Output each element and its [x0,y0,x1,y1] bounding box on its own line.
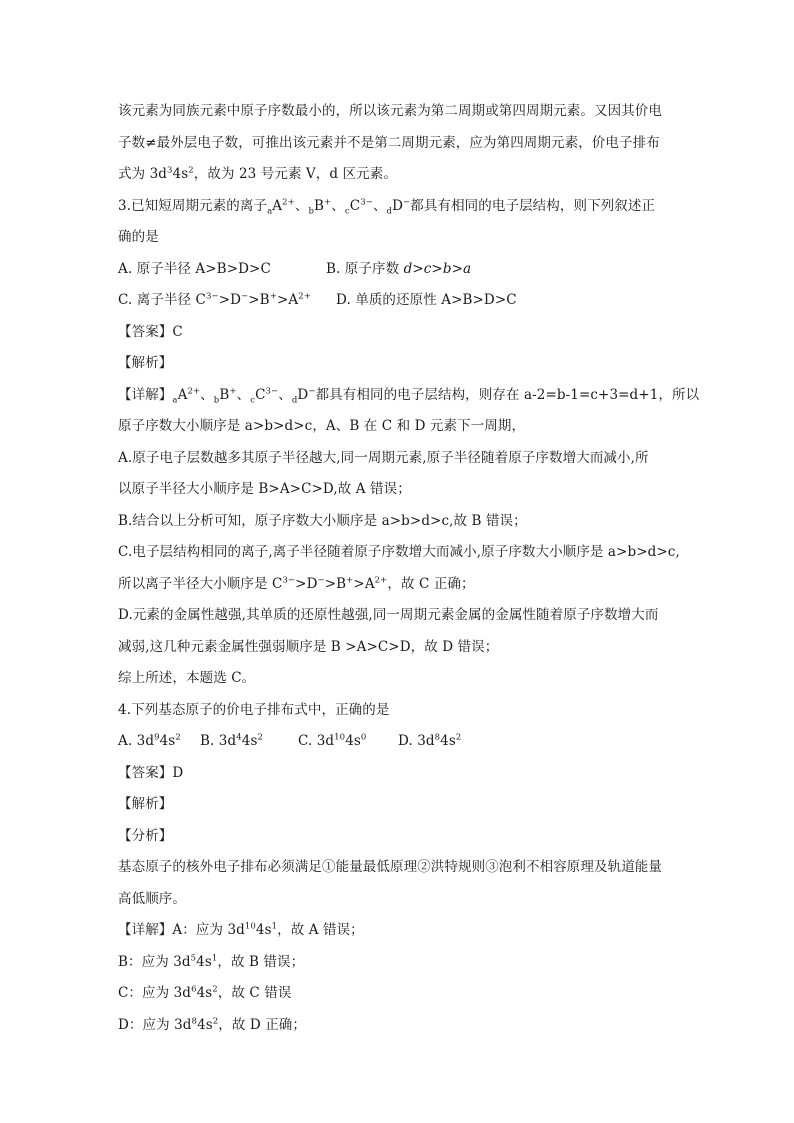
option-d [398,726,461,758]
text-span: 【解析】 [118,796,173,812]
text-span: 都具有相同的电子层结构，则下列叙述正 [410,197,656,214]
answer-label [118,317,678,349]
text-span: 原子序数大小顺序是 a>b>d>c，A、B 在 C 和 D 元素下一周期， [118,418,526,434]
text-span: B [219,386,230,403]
superscript: + [324,197,332,207]
question-4-stem [118,695,678,727]
text-span: C [349,197,361,214]
text-span: 4s [345,733,361,749]
superscript: − [317,575,325,585]
text-line [118,474,678,506]
text-span: A [177,386,188,403]
text-span: 【解析】 [118,355,173,371]
subscript: c [344,206,350,217]
text-span: A. 3d [118,733,155,749]
subscript: d [291,395,298,406]
text-span: >A [276,292,299,308]
text-span: 综上所述，本题选 C。 [118,670,256,686]
text-span: 减弱,这几种元素金属性强弱顺序是 B >A>C>D，故 D 错误； [118,638,499,655]
text-span: A [272,197,283,214]
text-span: B.结合以上分析可知，原子序数大小顺序是 a>b>d>c,故 B 错误； [118,512,527,529]
subscript: a [267,206,273,217]
text-span: ，故 C 错误 [217,985,292,1001]
text-span: 4s [440,733,456,749]
superscript: 2 [455,732,462,743]
text-span: B. 原子序数 [326,260,404,277]
superscript: 2 [188,165,194,176]
superscript: 10 [244,921,256,932]
text-line [118,852,678,884]
text-span: ，故为 23 号元素 V，d 区元素。 [193,166,397,182]
text-span: C. 离子半径 C [118,292,206,308]
text-span: 【答案】D [118,764,184,781]
text-span: 该元素为同族元素中原子序数最小的，所以该元素为第二周期或第四周期元素。又因其价电 [118,103,662,119]
superscript: 2+ [282,197,295,207]
text-span: 4.下列基态原子的价电子排布式中，正确的是 [118,701,390,718]
text-span: B. 3d [200,733,237,749]
text-span: 确的是 [118,229,159,245]
option-row [118,726,678,758]
subscript: c [250,395,256,406]
text-line [118,443,678,475]
superscript: 8 [434,732,441,743]
text-span: 4s [241,733,258,749]
text-span: D [297,386,309,403]
superscript: 1 [271,921,278,932]
text-span: ，故 C 正确； [387,575,475,592]
analysis-label [118,348,678,380]
text-span: 4s [196,953,212,970]
text-span: D.元素的金属性越强,其单质的还原性越强,同一周期元素金属的金属性随着原子序数增大而 [118,607,659,623]
superscript: 2 [212,984,218,995]
text-line [118,1010,678,1042]
text-line [118,96,678,128]
text-line [118,884,678,916]
text-span: 、 [372,197,387,214]
text-span: C.电子层结构相同的离子,离子半径随着原子序数增大而减小,原子序数大小顺序是 a>b>d>c, [118,544,680,560]
text-span: d>c>b>a [403,260,472,277]
subscript: d [386,206,393,217]
text-line [118,600,678,632]
text-span: 子数≠最外层电子数，可推出该元素并不是第二周期元素，应为第四周期元素，价电子排布 [118,134,660,151]
subscript: b [308,206,315,217]
text-line [118,128,678,160]
text-span: A.原子电子层数越多其原子半径越大,同一周期元素,原子半径随着原子序数增大而减小,所 [118,449,649,466]
superscript: 9 [154,732,160,743]
text-line [118,159,678,191]
superscript: + [229,386,237,396]
superscript: 2+ [374,575,388,585]
text-span: 【详解】 [118,386,173,403]
superscript: 2+ [187,386,201,396]
text-line [118,663,678,695]
text-span: >D [218,292,242,308]
superscript: 2 [212,1016,219,1026]
text-line [118,222,678,254]
text-span: >B [324,575,347,592]
text-line [118,537,678,569]
text-span: 3.已知短周期元素的离子 [118,197,268,214]
text-span: 【分析】 [118,827,173,844]
text-line [118,569,678,601]
text-line [118,632,678,664]
subscript: a [172,395,178,406]
text-span: 所以离子半径大小顺序是 C [118,575,283,592]
superscript: 3− [282,575,296,585]
option-a [118,726,200,758]
superscript: 10 [334,732,346,743]
superscript: 2 [175,732,181,743]
text-span: 、 [294,197,309,214]
superscript: 6 [191,984,197,995]
text-span: 式为 3d [118,166,168,182]
text-span: ，故 A 错误； [277,922,364,938]
superscript: − [241,291,249,302]
text-span: 【答案】C [118,323,183,340]
text-span: 4s [172,166,189,182]
text-span: ，故 D 正确； [218,1016,307,1033]
text-span: D [392,197,404,214]
superscript: 3 [167,165,173,176]
option-b [326,254,471,286]
superscript: 5 [190,953,197,963]
text-line [118,506,678,538]
text-span: >B [248,292,270,308]
text-line [118,978,678,1010]
text-span: >D [295,575,318,592]
text-span: 4s [255,922,272,938]
text-span: C. 3d [298,733,335,749]
superscript: 8 [191,1016,198,1026]
text-span: C [255,386,266,403]
text-line [118,947,678,979]
analysis-label [118,789,678,821]
text-span: 4s [159,733,176,749]
text-line [118,411,678,443]
superscript: + [346,575,354,585]
superscript: − [403,197,411,207]
option-c [118,285,336,317]
superscript: 2 [257,732,263,743]
subscript: b [213,395,220,406]
option-d: D. 单质的还原性 A>B>D>C [336,292,517,308]
option-a: A. 原子半径 A>B>D>C [118,260,271,277]
question-3-stem [118,191,678,223]
text-span: 、 [278,386,292,403]
text-line [118,380,700,412]
option-c [298,726,398,758]
text-span: 以原子半径大小顺序是 B>A>C>D,故 A 错误； [118,481,411,497]
text-span: 、 [200,386,214,403]
option-b [200,726,298,758]
superscript: 3− [360,197,373,207]
superscript: + [269,291,277,302]
option-row [118,285,678,317]
superscript: 3− [265,386,279,396]
text-span: ，故 B 错误； [217,953,305,970]
superscript: 1 [211,953,218,963]
text-line [118,915,678,947]
superscript: 0 [360,732,367,743]
document-page [118,96,700,1041]
superscript: 3− [205,291,219,302]
text-span: 、 [236,386,251,403]
text-span: 4s [196,985,213,1001]
text-span: C：应为 3d [118,985,192,1001]
superscript: 4 [236,732,242,743]
text-span: B：应为 3d [118,953,191,970]
text-span: 、 [331,197,345,214]
text-span: D. 3d [398,733,435,749]
analysis-subhead [118,821,678,853]
answer-label [118,758,678,790]
text-span: 4s [197,1016,213,1033]
option-row [118,254,678,286]
superscript: − [308,386,316,396]
text-span: D：应为 3d [118,1016,192,1033]
superscript: 2+ [298,291,311,302]
text-span: 高低顺序。 [118,890,186,907]
text-span: 基态原子的核外电子排布必须满足①能量最低原理②洪特规则③泡利不相容原理及轨道能量 [118,859,662,875]
text-span: B [314,197,325,214]
text-span: 【详解】A：应为 3d [118,922,245,938]
text-span: >A [353,575,375,592]
text-span: 都具有相同的电子层结构，则存在 a-2=b-1=c+3=d+1，所以 [315,386,700,403]
